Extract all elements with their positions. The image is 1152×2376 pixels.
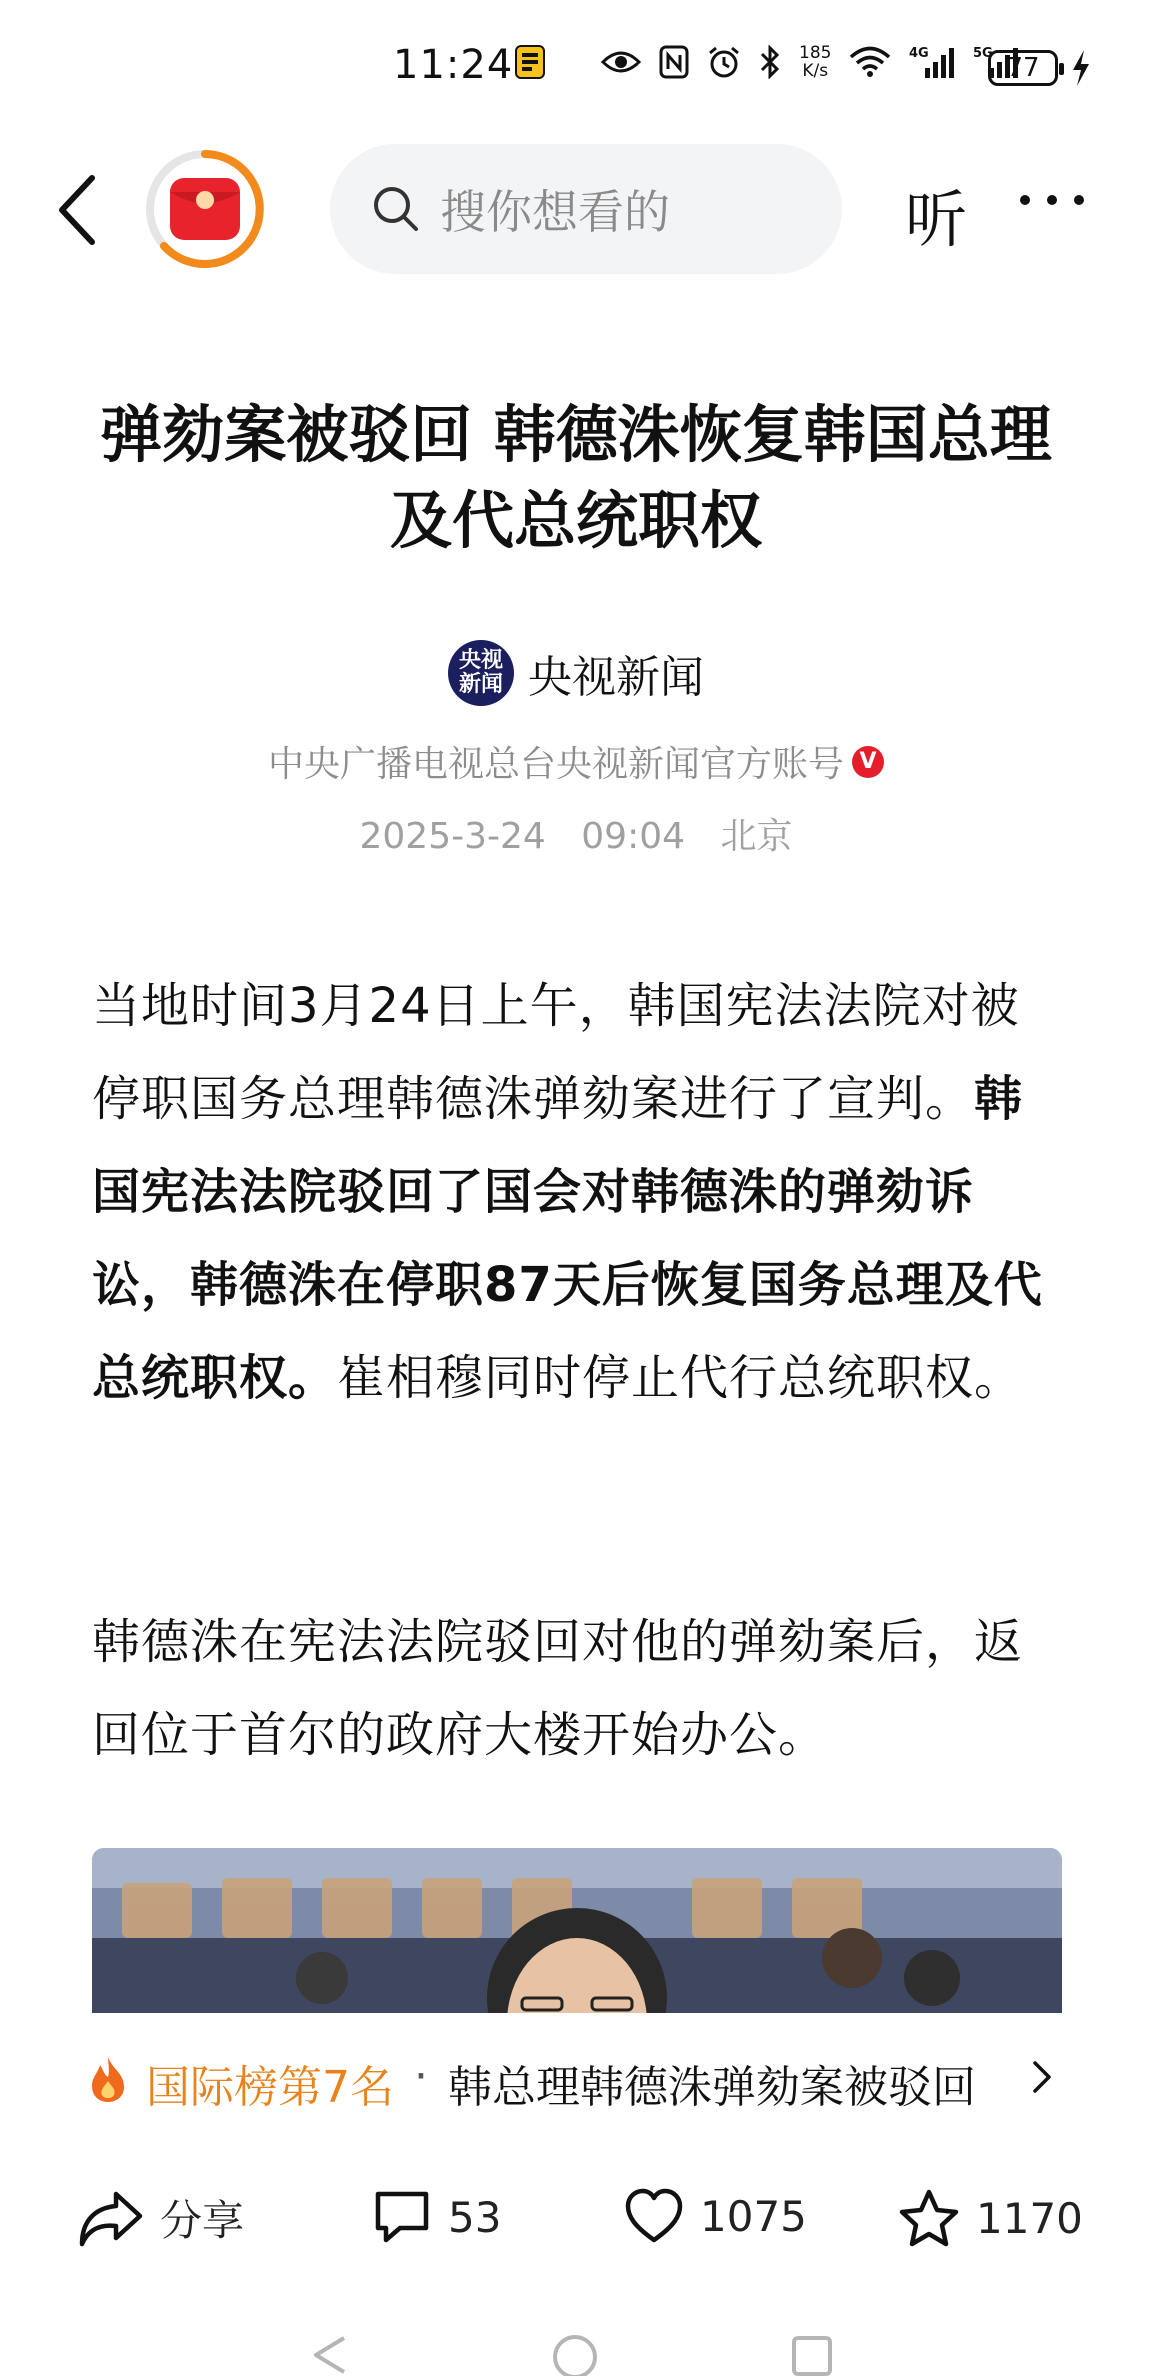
search-placeholder: 搜你想看的 <box>440 185 670 239</box>
article-title: 弹劾案被驳回 韩德洙恢复韩国总理及代总统职权 <box>100 398 1052 557</box>
charging-icon <box>1070 48 1092 92</box>
more-icon <box>1020 195 1030 205</box>
comment-button[interactable] <box>372 2188 501 2246</box>
wifi-icon <box>849 46 891 78</box>
listen-button[interactable]: 听 <box>905 183 968 256</box>
status-bar <box>0 0 1152 140</box>
heart-icon <box>624 2188 684 2244</box>
chevron-right-icon <box>1030 2059 1054 2095</box>
comment-count: 53 <box>448 2192 502 2242</box>
share-button[interactable]: 分享 <box>78 2188 244 2248</box>
like-count: 1075 <box>700 2191 807 2241</box>
publish-location: 北京 <box>720 816 793 857</box>
author-name[interactable]: 央视新闻 <box>528 652 704 703</box>
search-bar[interactable] <box>330 144 842 274</box>
author-row[interactable] <box>0 640 1152 706</box>
battery-icon: 77 <box>988 50 1058 86</box>
nav-back-icon[interactable] <box>310 2334 350 2376</box>
hot-rank-label: 国际榜第7名 <box>146 2062 394 2113</box>
nav-home-icon[interactable] <box>550 2332 600 2376</box>
like-button[interactable] <box>624 2188 807 2244</box>
article-paragraph: 韩德洙在宪法法院驳回对他的弹劾案后，返回位于首尔的政府大楼开始办公。 <box>92 1614 1024 1763</box>
article-bold-text: 韩国宪法法院驳回了国会对韩德洙的弹劾诉讼，韩德洙在停职87天后恢复国务总理及代总统职权。 <box>92 1071 1043 1406</box>
star-icon <box>898 2188 960 2248</box>
status-time: 11:24 <box>393 42 514 88</box>
hot-rank-bar[interactable] <box>0 2013 1152 2139</box>
hot-topic: 韩总理韩德洙弹劾案被驳回 <box>448 2062 976 2113</box>
share-icon <box>78 2188 144 2248</box>
article-paragraph: 当地时间3月24日上午，韩国宪法法院对被停职国务总理韩德洙弹劾案进行了宣判。韩国宪法法院驳回了国会对韩德洙的弹劾诉讼，韩德洙在停职87天后恢复国务总理及代总统职权。崔相穆同时停止代行总统职权。 <box>92 978 1043 1406</box>
status-icons <box>515 44 1019 80</box>
comment-icon <box>372 2188 432 2246</box>
action-bar <box>0 2170 1152 2270</box>
verified-badge-icon: V <box>852 746 884 778</box>
favorite-button[interactable] <box>898 2188 1083 2248</box>
svg-text:5G: 5G <box>973 46 994 61</box>
top-nav <box>0 140 1152 280</box>
red-packet-icon <box>144 148 266 270</box>
net-speed: 185 K/s <box>799 43 832 81</box>
flame-icon <box>86 2055 130 2103</box>
alarm-icon <box>707 45 741 79</box>
back-icon <box>52 170 112 250</box>
bluetooth-icon <box>759 45 781 79</box>
nav-recents-icon[interactable] <box>790 2334 834 2376</box>
svg-text:4G: 4G <box>909 46 930 61</box>
article-photo[interactable] <box>92 1848 1062 2013</box>
more-button[interactable] <box>1020 180 1084 220</box>
article-meta <box>0 808 1152 859</box>
nfc-icon <box>659 45 689 79</box>
signal-4g-icon <box>909 44 955 80</box>
red-packet-button[interactable] <box>144 148 266 270</box>
app-notification-icon <box>515 45 545 79</box>
author-avatar[interactable]: 央视 新闻 <box>448 640 514 706</box>
eye-icon <box>601 48 641 76</box>
publish-date: 2025-3-24 <box>359 816 546 857</box>
back-button[interactable] <box>52 170 112 250</box>
favorite-count: 1170 <box>976 2193 1083 2243</box>
hot-rank-separator: · <box>414 2051 428 2102</box>
author-description: 中央广播电视总台央视新闻官方账号 V <box>0 736 1152 787</box>
system-nav-bar <box>0 2320 1152 2376</box>
publish-time: 09:04 <box>581 816 686 857</box>
search-icon <box>370 183 422 235</box>
